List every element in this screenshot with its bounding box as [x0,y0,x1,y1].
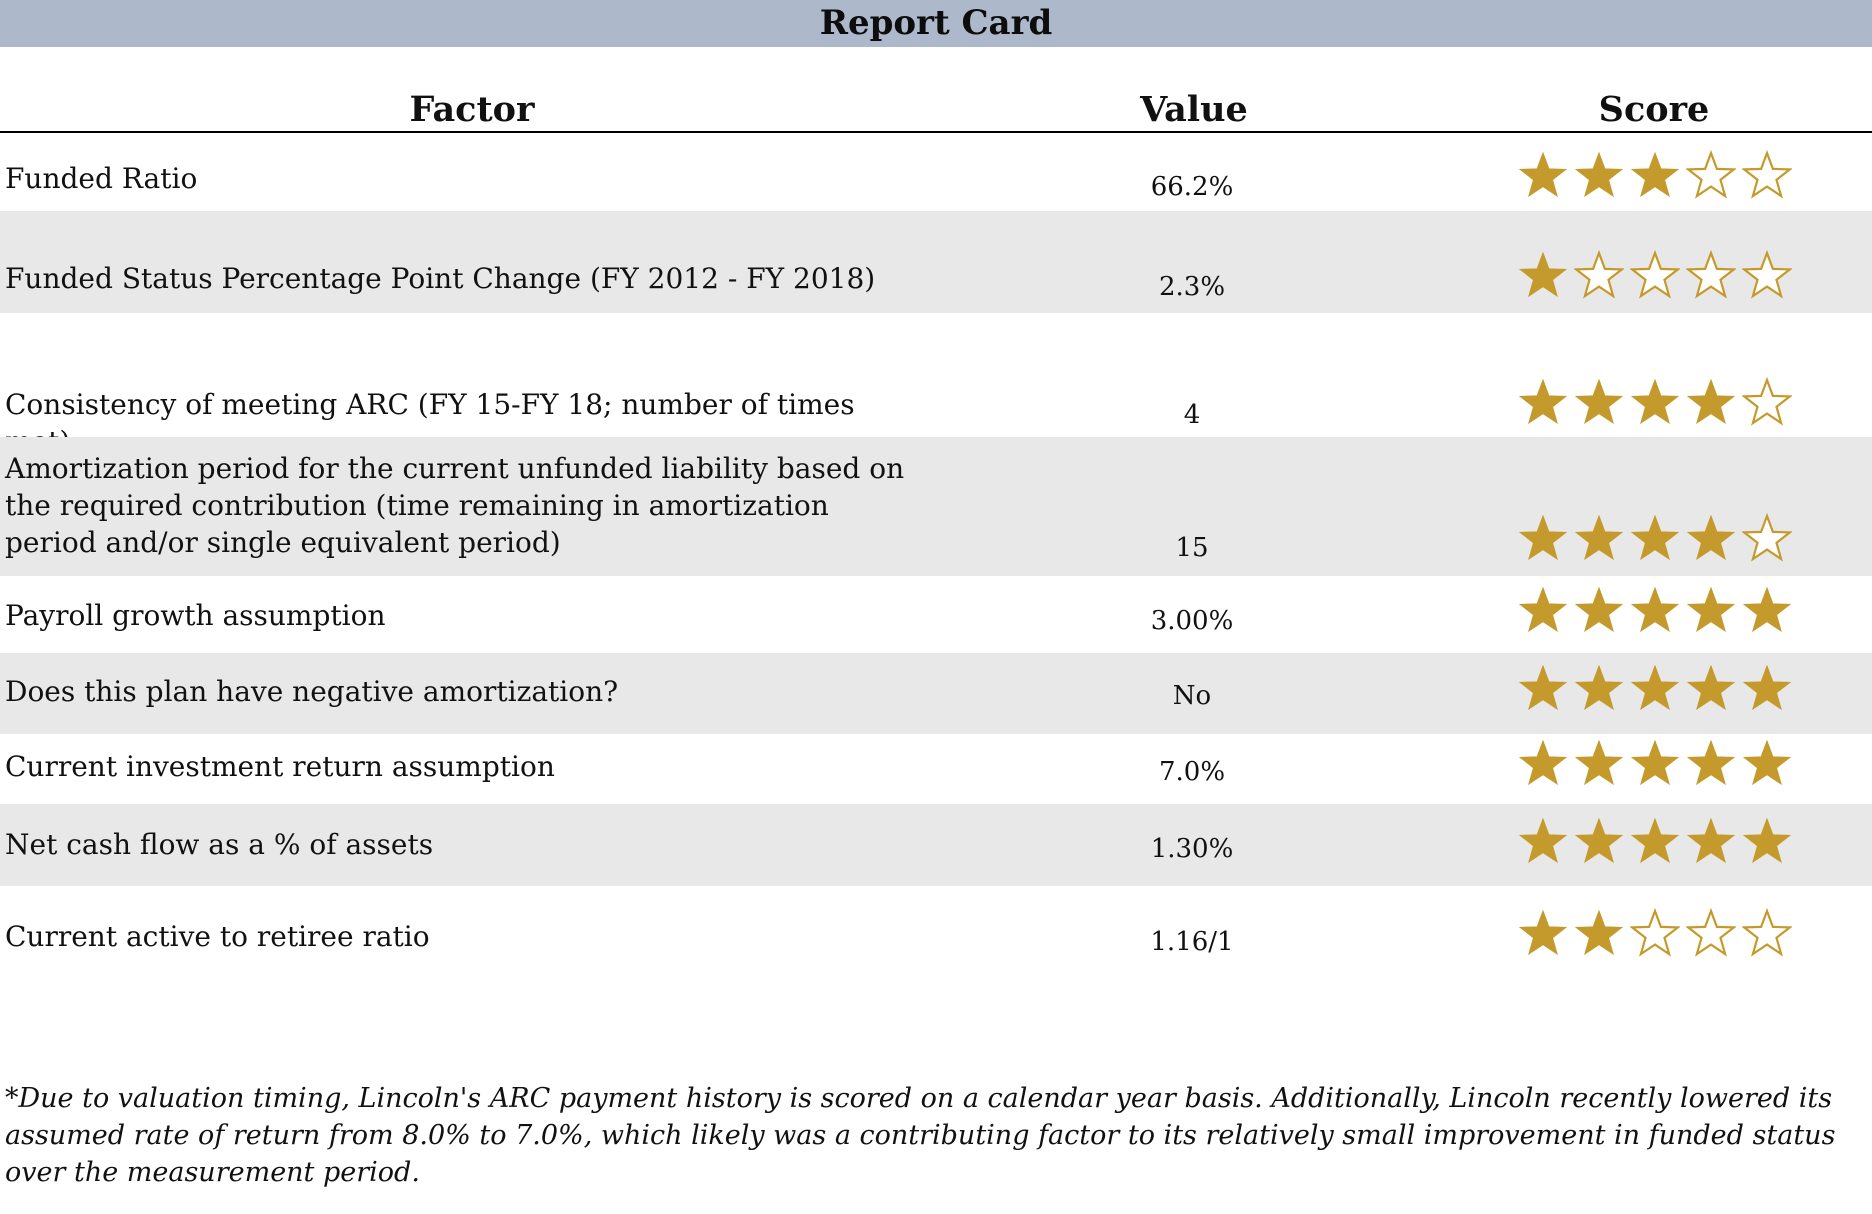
table-row [0,313,1872,437]
value-column-header: Value [1140,89,1248,130]
star-filled-icon [1574,738,1624,788]
factor-label: Amortization period for the current unfunded liability based on the required contribution (time remaining in amortization period and/or single equivalent period) [5,452,905,559]
star-rating [1518,908,1798,958]
star-rating [1518,585,1798,635]
table-row [0,886,1872,976]
star-filled-icon [1574,585,1624,635]
star-filled-icon [1574,377,1624,427]
table-row [0,133,1872,211]
factor-value: 1.16/1 [1150,927,1234,957]
factor-value: 2.3% [1158,272,1226,302]
star-rating [1518,738,1798,788]
star-filled-icon [1630,513,1680,563]
star-filled-icon [1630,663,1680,713]
star-filled-icon [1574,513,1624,563]
factor-label: Current investment return assumption [5,750,555,783]
table-row [0,653,1872,734]
star-filled-icon [1574,150,1624,200]
star-empty-icon [1686,150,1736,200]
star-filled-icon [1686,377,1736,427]
star-empty-icon [1742,908,1792,958]
table-row [0,576,1872,653]
star-rating [1518,150,1798,200]
star-filled-icon [1630,377,1680,427]
factor-value: 15 [1175,533,1209,563]
star-filled-icon [1518,908,1568,958]
star-filled-icon [1742,663,1792,713]
star-rating [1518,663,1798,713]
star-filled-icon [1686,513,1736,563]
star-filled-icon [1742,816,1792,866]
star-filled-icon [1630,738,1680,788]
star-filled-icon [1742,585,1792,635]
table-row [0,804,1872,886]
star-filled-icon [1518,816,1568,866]
star-empty-icon [1574,250,1624,300]
star-rating [1518,377,1798,427]
factor-value: 7.0% [1158,757,1226,787]
star-filled-icon [1630,585,1680,635]
star-empty-icon [1742,150,1792,200]
star-filled-icon [1518,738,1568,788]
factor-column-header: Factor [409,89,535,130]
factor-value: No [1172,681,1212,711]
factor-label: Consistency of meeting ARC (FY 15-FY 18; number of times [5,388,855,421]
star-filled-icon [1686,663,1736,713]
star-empty-icon [1630,250,1680,300]
star-rating [1518,250,1798,300]
star-filled-icon [1518,250,1568,300]
star-rating [1518,513,1798,563]
table-row [0,211,1872,313]
factor-label: Payroll growth assumption [5,599,386,632]
star-empty-icon [1686,250,1736,300]
footnote: *Due to valuation timing, Lincoln's ARC payment history is scored on a calendar year basis. Additionally, Lincoln recently lowered its assumed rate of return from 8.0% to 7.0%, which likely was a contributing factor to its relatively small improvement in funded status over the measurement period. [5,1083,1836,1188]
factor-label: Does this plan have negative amortization? [5,675,619,708]
star-filled-icon [1686,816,1736,866]
star-filled-icon [1742,738,1792,788]
star-filled-icon [1518,377,1568,427]
star-filled-icon [1518,585,1568,635]
factor-label: Current active to retiree ratio [5,920,430,953]
star-empty-icon [1742,377,1792,427]
star-empty-icon [1742,250,1792,300]
star-empty-icon [1630,908,1680,958]
table-row [0,437,1872,576]
star-filled-icon [1574,816,1624,866]
star-filled-icon [1518,150,1568,200]
score-column-header: Score [1598,89,1710,130]
star-filled-icon [1686,585,1736,635]
star-empty-icon [1742,513,1792,563]
factor-label: Net cash flow as a % of assets [5,828,434,861]
report-title: Report Card [0,0,1872,47]
star-filled-icon [1630,150,1680,200]
factor-value: 3.00% [1150,606,1234,636]
factor-label: Funded Ratio [5,162,198,195]
star-filled-icon [1630,816,1680,866]
star-filled-icon [1518,663,1568,713]
factor-value: 66.2% [1150,172,1234,202]
star-filled-icon [1518,513,1568,563]
table-row [0,734,1872,804]
star-rating [1518,816,1798,866]
star-filled-icon [1574,663,1624,713]
star-filled-icon [1574,908,1624,958]
factor-value: 4 [1183,400,1201,430]
factor-label: Funded Status Percentage Point Change (FY 2012 - FY 2018) [5,262,876,295]
factor-value: 1.30% [1150,834,1234,864]
star-filled-icon [1686,738,1736,788]
star-empty-icon [1686,908,1736,958]
